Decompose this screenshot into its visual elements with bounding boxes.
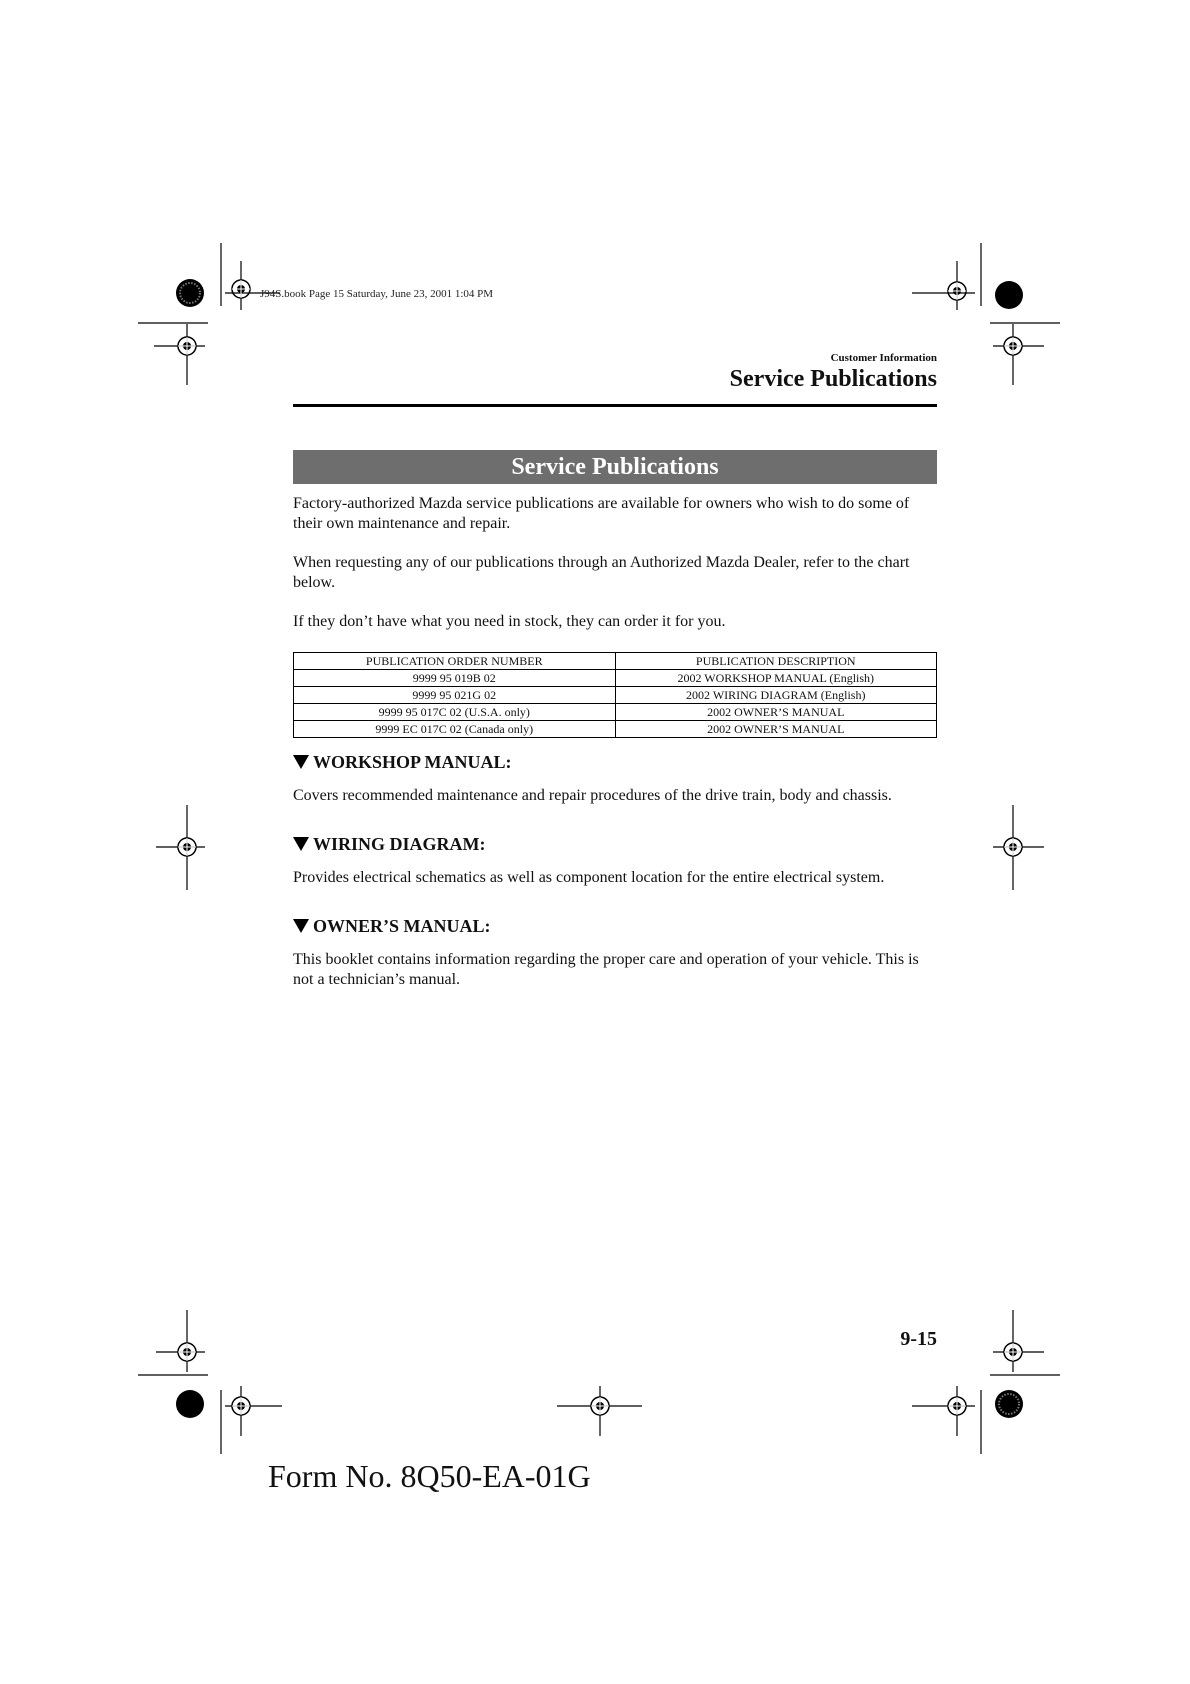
table-cell: 9999 95 017C 02 (U.S.A. only) [294, 704, 616, 721]
table-cell: 9999 EC 017C 02 (Canada only) [294, 721, 616, 738]
table-cell: 2002 OWNER’S MANUAL [615, 704, 937, 721]
table-row [294, 687, 937, 704]
subheading-workshop-manual [293, 752, 512, 773]
subheading-text: WORKSHOP MANUAL: [313, 752, 512, 772]
triangle-bullet-icon [293, 755, 309, 769]
triangle-bullet-icon [293, 837, 309, 851]
table-cell: 2002 WIRING DIAGRAM (English) [615, 687, 937, 704]
intro-paragraph-1: Factory-authorized Mazda service publications are available for owners who wish to do some of their own maintenance and repair. [293, 495, 910, 532]
wiring-diagram-text: Provides electrical schematics as well as component location for the entire electrical system. [293, 869, 885, 886]
subheading-wiring-diagram [293, 834, 486, 855]
intro-paragraph-2: When requesting any of our publications through an Authorized Mazda Dealer, refer to the chart below. [293, 554, 910, 591]
owners-manual-text: This booklet contains information regarding the proper care and operation of your vehicle. This is not a technician’s manual. [293, 951, 919, 988]
section-banner: Service Publications [293, 450, 937, 484]
heading-divider [293, 404, 937, 407]
table-cell: 2002 OWNER’S MANUAL [615, 721, 937, 738]
starburst-mark-bottom-right [995, 1390, 1023, 1418]
page-title: Service Publications [729, 366, 937, 392]
section-label: Customer Information [830, 352, 937, 364]
table-row [294, 721, 937, 738]
table-header-row [294, 653, 937, 670]
subheading-text: OWNER’S MANUAL: [313, 916, 491, 936]
publications-table [293, 652, 937, 738]
starburst-mark-top-left [176, 279, 204, 307]
subheading-text: WIRING DIAGRAM: [313, 834, 486, 854]
table-cell: 9999 95 021G 02 [294, 687, 616, 704]
table-cell: 9999 95 019B 02 [294, 670, 616, 687]
table-row [294, 704, 937, 721]
subheading-owners-manual [293, 916, 491, 937]
form-number: Form No. 8Q50-EA-01G [268, 1458, 591, 1494]
workshop-manual-text: Covers recommended maintenance and repair procedures of the drive train, body and chassis. [293, 787, 892, 804]
table-header-cell: PUBLICATION DESCRIPTION [615, 653, 937, 670]
page-number: 9-15 [900, 1328, 937, 1350]
print-slug: J94S.book Page 15 Saturday, June 23, 2001 1:04 PM [260, 288, 494, 300]
table-header-cell: PUBLICATION ORDER NUMBER [294, 653, 616, 670]
table-cell: 2002 WORKSHOP MANUAL (English) [615, 670, 937, 687]
intro-paragraph-3: If they don’t have what you need in stock, they can order it for you. [293, 613, 726, 630]
table-row [294, 670, 937, 687]
triangle-bullet-icon [293, 919, 309, 933]
